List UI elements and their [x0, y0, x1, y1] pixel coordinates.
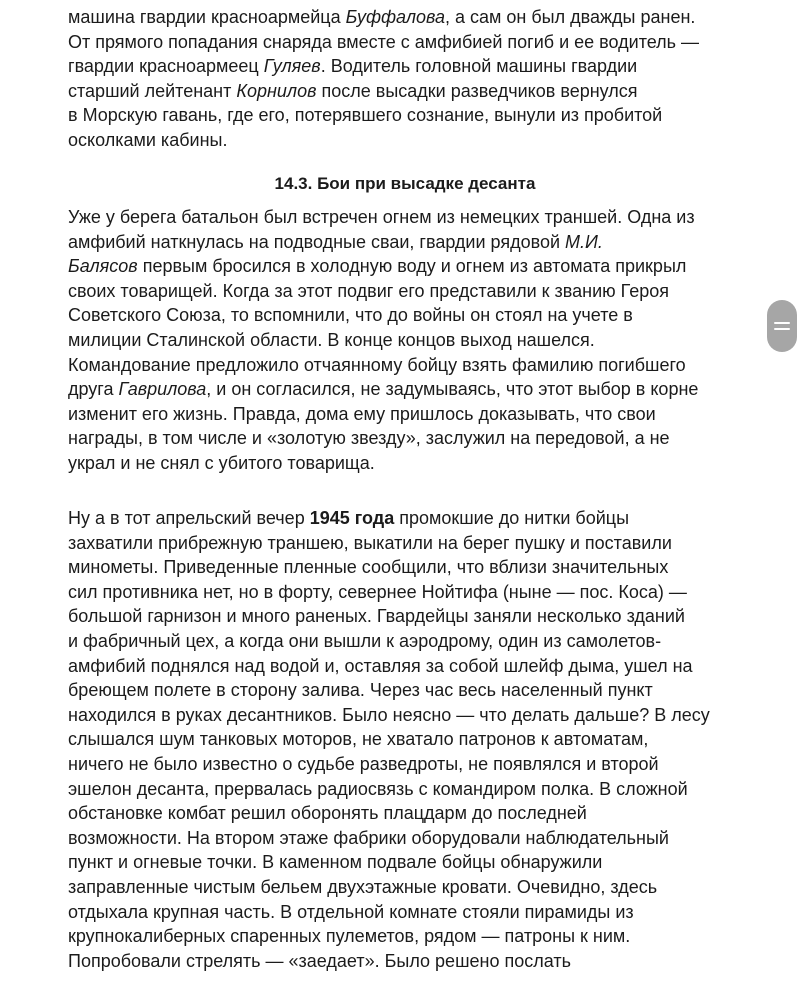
italic-name: Гуляев	[263, 56, 321, 77]
drag-handle-icon	[774, 328, 790, 330]
text-run: заправленные чистым бельем двухэтажные кровати. Очевидно, здесь	[68, 877, 658, 897]
text-run: изменит его жизнь. Правда, дома ему пришлось доказывать, что свои	[68, 403, 656, 424]
text-run: Уже у берега батальон был встречен огнем из немецких траншей. Одна из	[68, 207, 695, 227]
text-run: друга	[68, 379, 119, 400]
text-line	[68, 5, 695, 29]
text-line	[68, 205, 695, 229]
text-line	[68, 531, 672, 555]
section-heading: 14.3. Бои при высадке десанта	[274, 174, 536, 193]
text-run: бреющем полете в сторону залива. Через час весь населенный пункт	[68, 680, 653, 701]
text-run: захватили прибрежную траншею, выкатили на берег пушку и поставили	[68, 532, 672, 553]
text-run: Командование предложило отчаянному бойцу взять фамилию погибшего	[68, 354, 686, 375]
text-run: крупнокалиберных спаренных пулеметов, рядом — патроны к ним.	[68, 926, 631, 947]
text-run: своих товарищей. Когда за этот подвиг его представили к званию Героя	[68, 280, 669, 301]
text-run: . Водитель головной машины гвардии	[320, 56, 638, 77]
text-line	[68, 727, 648, 751]
text-run: большой гарнизон и много раненых. Гвардейцы заняли несколько зданий	[68, 606, 685, 627]
italic-name: М.И.	[565, 231, 603, 252]
text-line	[68, 451, 375, 475]
text-line	[68, 30, 699, 54]
text-run: после высадки разведчиков вернулся	[316, 80, 638, 101]
text-line	[68, 254, 686, 278]
text-line	[68, 703, 710, 727]
text-line	[68, 402, 656, 426]
bold-text: 1945 года	[309, 508, 395, 528]
text-line	[68, 279, 669, 303]
text-line	[68, 850, 602, 874]
text-line	[68, 752, 659, 776]
text-line	[68, 875, 657, 899]
italic-name: Корнилов	[236, 80, 317, 101]
text-line	[68, 826, 669, 850]
text-run: отдыхала крупная часть. В отдельной комнате стояли пирамиды из	[68, 901, 634, 922]
text-line	[68, 54, 637, 78]
italic-name: Гаврилова	[118, 379, 207, 400]
scroll-handle[interactable]	[767, 300, 797, 352]
text-line	[68, 328, 595, 352]
text-run: , а сам он был дважды ранен.	[445, 7, 696, 27]
text-run: возможности. На втором этаже фабрики оборудовали наблюдательный	[68, 827, 669, 848]
text-line	[68, 303, 633, 327]
text-line	[68, 353, 686, 377]
text-line	[68, 555, 668, 579]
text-run: ничего не было известно о судьбе разведроты, не появлялся и второй	[68, 754, 659, 774]
text-run: амфибий наткнулась на подводные сваи, гвардии рядовой	[68, 231, 566, 252]
text-line	[68, 604, 685, 628]
text-line	[68, 654, 693, 678]
text-line	[68, 128, 227, 152]
text-run: Советского Союза, то вспомнили, что до войны он стоял на учете в	[68, 305, 633, 326]
text-line	[68, 426, 670, 450]
text-run: Ну а в тот апрельский вечер	[68, 508, 310, 528]
text-line	[68, 506, 629, 530]
text-run: сил противника нет, но в форту, севернее Нойтифа (ныне — пос. Коса) —	[68, 581, 687, 602]
text-run: слышался шум танковых моторов, не хватало патронов к автоматам,	[68, 729, 649, 750]
text-run: минометы. Приведенные пленные сообщили, что вблизи значительных	[68, 557, 669, 578]
text-run: старший лейтенант	[68, 80, 237, 101]
text-run: промокшие до нитки бойцы	[394, 508, 630, 528]
italic-name: Балясов	[68, 256, 138, 277]
text-run: машина гвардии красноармейца	[68, 7, 346, 27]
text-run: и фабричный цех, а когда они вышли к аэродрому, один из самолетов-	[68, 631, 662, 651]
text-run: пункт и огневые точки. В каменном подвале бойцы обнаружили	[68, 852, 603, 873]
text-line	[68, 924, 630, 948]
text-run: украл и не снял с убитого товарища.	[68, 453, 375, 473]
text-line	[68, 103, 662, 127]
text-run: обстановке комбат решил оборонять плацдарм до последней	[68, 803, 587, 824]
text-line	[68, 678, 653, 702]
text-run: эшелон десанта, прервалась радиосвязь с командиром полка. В сложной	[68, 778, 688, 799]
text-run: гвардии красноармеец	[68, 56, 264, 77]
text-line	[68, 777, 688, 801]
text-line	[68, 580, 687, 604]
italic-name: Буффалова	[345, 7, 446, 27]
text-run: Попробовали стрелять — «заедает». Было решено послать	[68, 950, 571, 971]
text-run: первым бросился в холодную воду и огнем из автомата прикрыл	[137, 256, 687, 277]
text-run: , и он согласился, не задумываясь, что этот выбор в корне	[206, 379, 699, 400]
drag-handle-icon	[774, 322, 790, 324]
text-line	[68, 629, 661, 653]
text-run: в Морскую гавань, где его, потерявшего сознание, вынули из пробитой	[68, 105, 663, 126]
text-run: От прямого попадания снаряда вместе с амфибией погиб и ее водитель —	[68, 31, 700, 52]
text-run: амфибий поднялся над водой и, оставляя за собой шлейф дыма, ушел на	[68, 655, 693, 676]
text-line	[68, 900, 634, 924]
text-line	[68, 377, 698, 401]
text-run: осколками кабины.	[68, 130, 228, 150]
text-line	[68, 801, 587, 825]
text-line	[68, 79, 638, 103]
text-line	[68, 230, 603, 254]
text-run: награды, в том числе и «золотую звезду», заслужил на передовой, а не	[68, 428, 670, 449]
text-line	[68, 949, 571, 973]
text-run: милиции Сталинской области. В конце концов выход нашелся.	[68, 330, 595, 350]
text-run: находился в руках десантников. Было неясно — что делать дальше? В лесу	[68, 704, 710, 725]
